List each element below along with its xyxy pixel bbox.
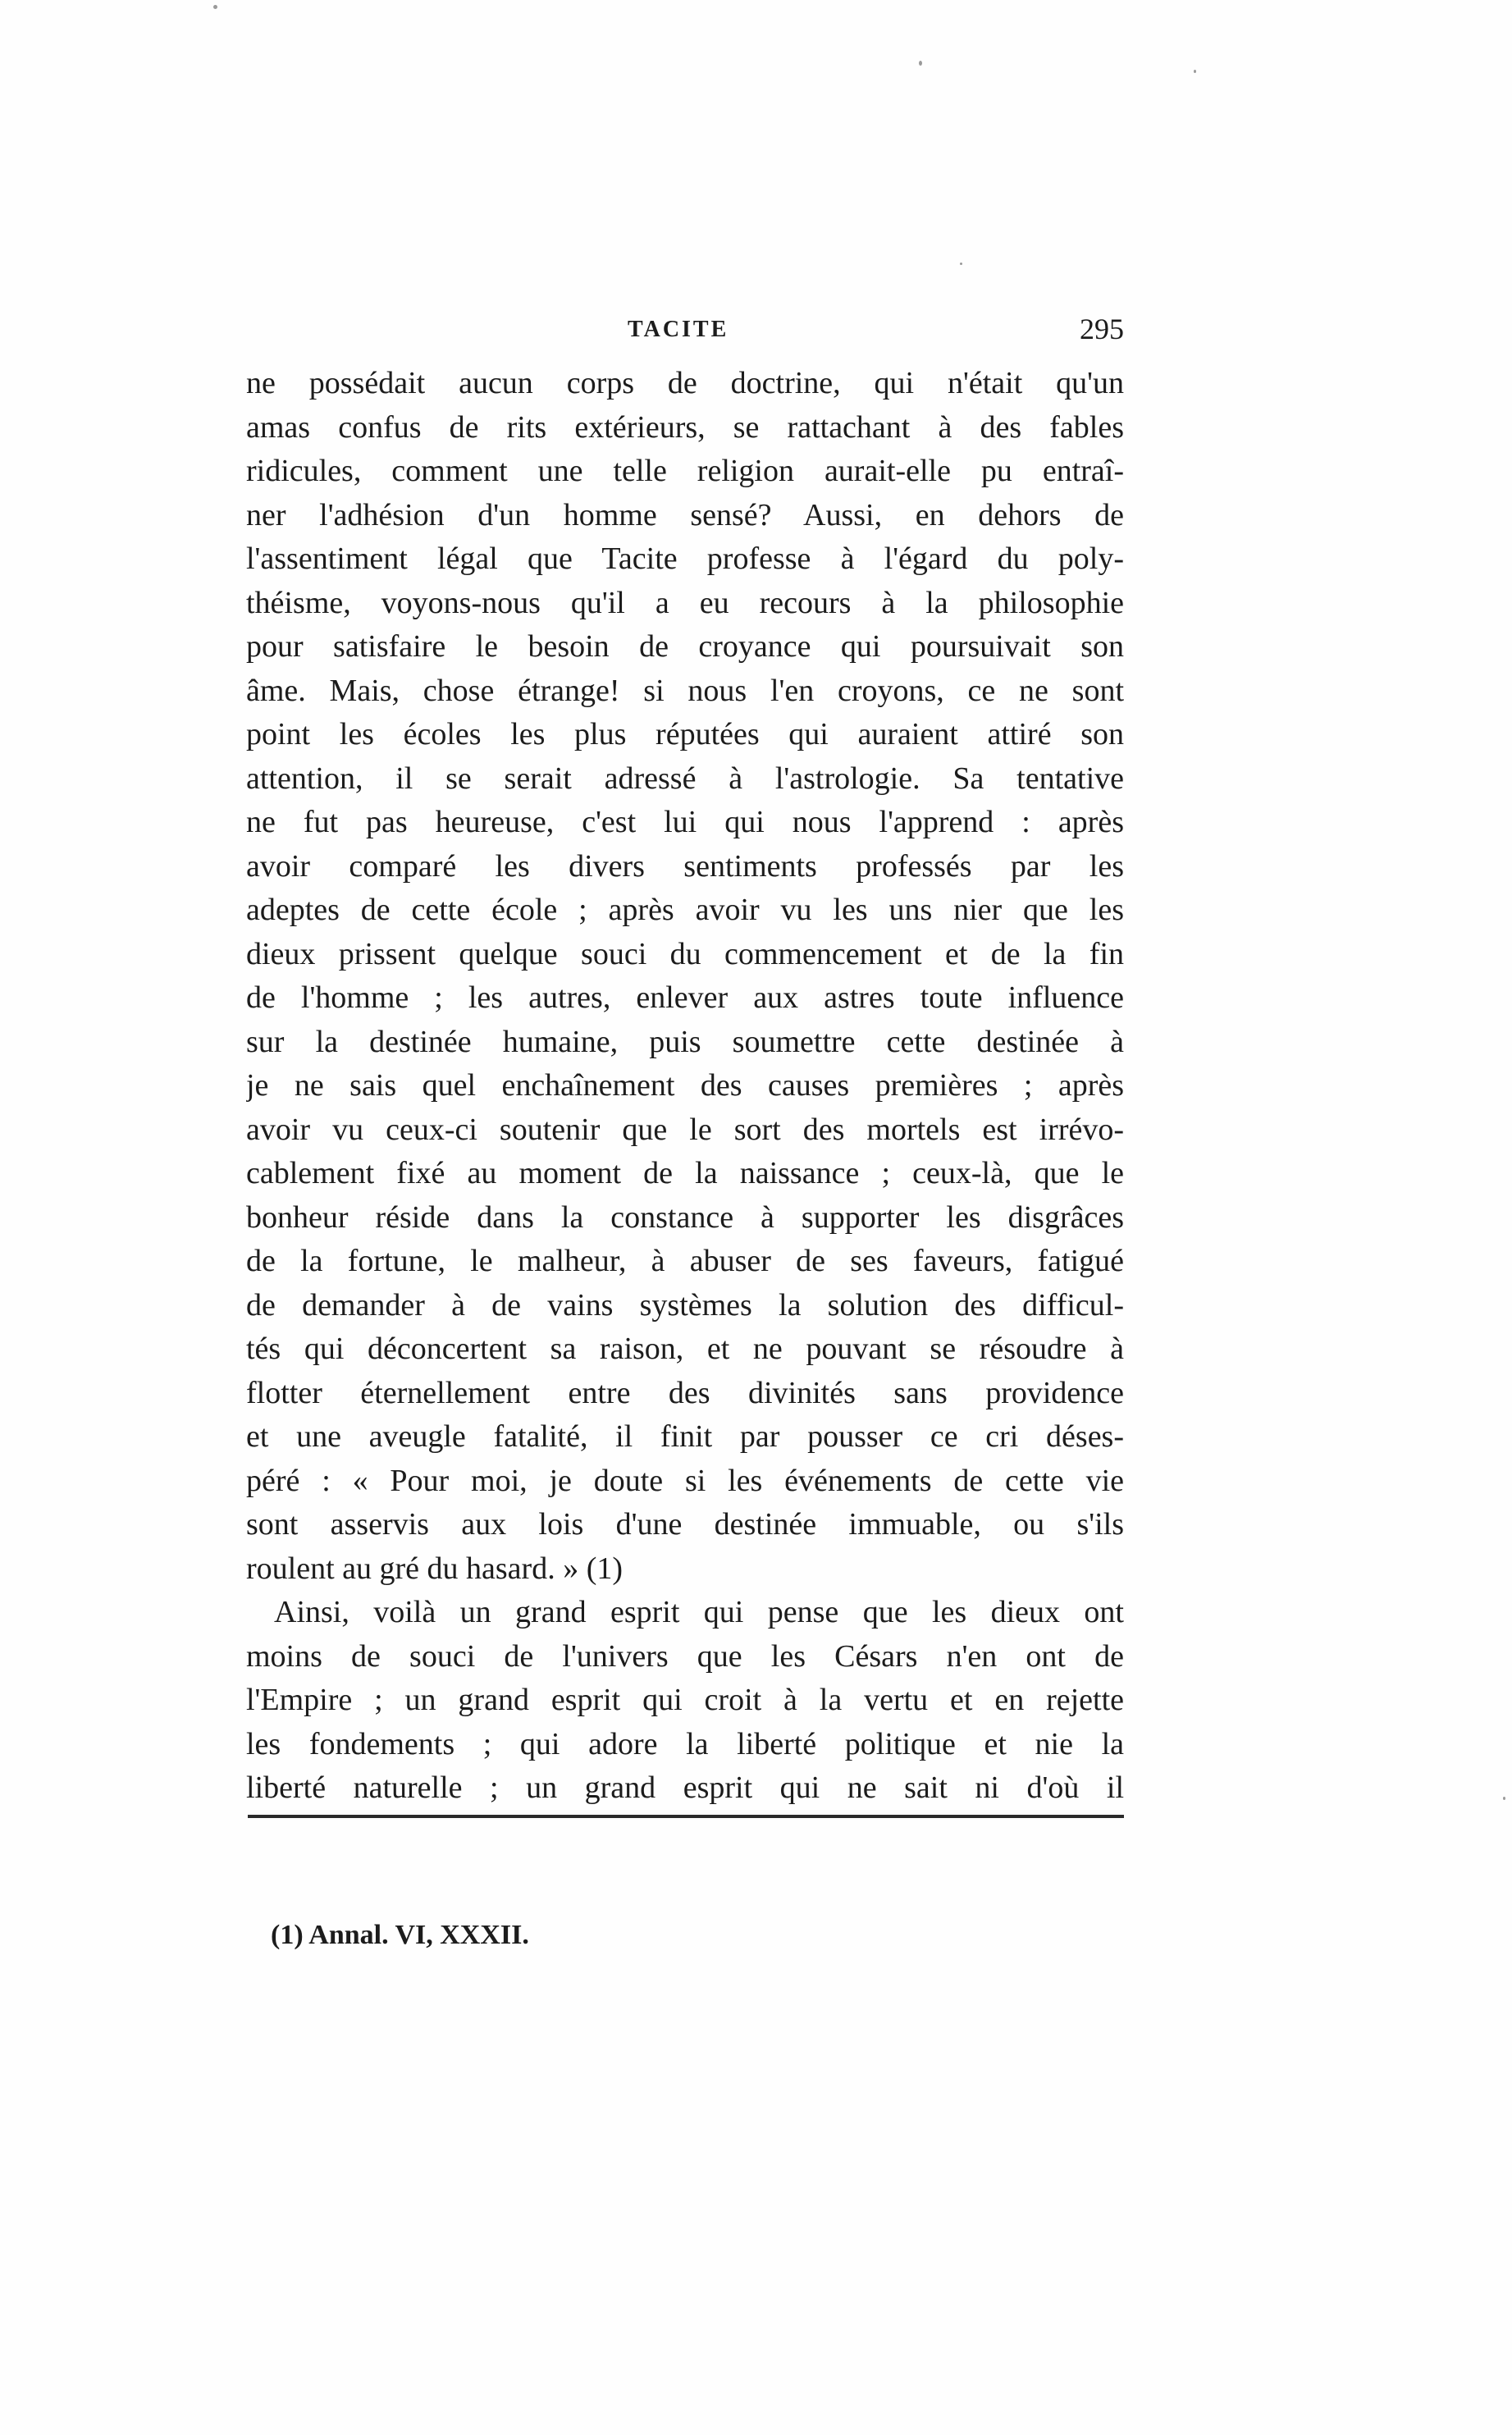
text-line: je ne sais quel enchaînement des causes premières ; après — [246, 1068, 1124, 1103]
text-line: sont asservis aux lois d'une destinée immuable, ou s'ils — [246, 1507, 1124, 1542]
text-line: ner l'adhésion d'un homme sensé? Aussi, en dehors de — [246, 497, 1124, 532]
text-line: pour satisfaire le besoin de croyance qui poursuivait son — [246, 629, 1124, 664]
body-text — [246, 362, 1124, 1811]
text-line: tés qui déconcertent sa raison, et ne pouvant se résoudre à — [246, 1332, 1124, 1366]
scan-speck — [1503, 1797, 1505, 1800]
running-title: TACITE — [628, 317, 729, 342]
scan-speck — [919, 61, 922, 66]
text-line: l'Empire ; un grand esprit qui croit à la vertu et en rejette — [246, 1683, 1124, 1717]
text-line: théisme, voyons-nous qu'il a eu recours à la philosophie — [246, 585, 1124, 620]
page-number: 295 — [1080, 313, 1124, 345]
text-line: de demander à de vains systèmes la solution des difficul- — [246, 1287, 1124, 1323]
text-line: moins de souci de l'univers que les Césars n'en ont de — [246, 1638, 1124, 1674]
text-line: âme. Mais, chose étrange! si nous l'en croyons, ce ne sont — [246, 673, 1124, 708]
text-line: dieux prissent quelque souci du commencement et de la fin — [246, 936, 1124, 971]
text-line: et une aveugle fatalité, il finit par pousser ce cri déses- — [246, 1419, 1124, 1454]
text-line: attention, il se serait adressé à l'astrologie. Sa tentative — [246, 761, 1124, 796]
text-line: liberté naturelle ; un grand esprit qui ne sait ni d'où il — [246, 1770, 1124, 1805]
scan-speck — [960, 263, 962, 265]
text-line: les fondements ; qui adore la liberté politique et nie la — [246, 1726, 1124, 1761]
text-line: l'assentiment légal que Tacite professe à l'égard du poly- — [246, 541, 1124, 576]
scan-speck — [213, 5, 217, 9]
text-line: de l'homme ; les autres, enlever aux astres toute influence — [246, 980, 1124, 1015]
page-header — [246, 312, 1124, 361]
text-line: amas confus de rits extérieurs, se rattachant à des fables — [246, 409, 1124, 445]
text-line: bonheur réside dans la constance à supporter les disgrâces — [246, 1199, 1124, 1235]
text-line: ne fut pas heureuse, c'est lui qui nous l'apprend : après — [246, 805, 1124, 839]
text-line: avoir comparé les divers sentiments professés par les — [246, 848, 1124, 884]
text-line-paragraph-end: roulent au gré du hasard. » (1) — [246, 1551, 624, 1586]
text-line: sur la destinée humaine, puis soumettre cette destinée à — [246, 1024, 1124, 1059]
text-line: péré : « Pour moi, je doute si les événements de cette vie — [246, 1463, 1124, 1498]
text-line: ridicules, comment une telle religion aurait-elle pu entraî- — [246, 454, 1124, 488]
text-line: point les écoles les plus réputées qui auraient attiré son — [246, 717, 1124, 752]
text-line: flotter éternellement entre des divinités sans providence — [246, 1375, 1124, 1410]
footnote: (1) Annal. VI, XXXII. — [271, 1920, 529, 1950]
text-line: ne possédait aucun corps de doctrine, qui n'était qu'un — [246, 366, 1124, 400]
text-line: avoir vu ceux-ci soutenir que le sort des mortels est irrévo- — [246, 1112, 1124, 1147]
text-line: cablement fixé au moment de la naissance ; ceux-là, que le — [246, 1156, 1124, 1190]
text-line: de la fortune, le malheur, à abuser de ses faveurs, fatigué — [246, 1244, 1124, 1278]
footnote-divider — [248, 1815, 1124, 1818]
scan-speck — [1194, 70, 1196, 73]
text-line: adeptes de cette école ; après avoir vu les uns nier que les — [246, 893, 1124, 927]
text-line-paragraph-start: Ainsi, voilà un grand esprit qui pense que les dieux ont — [274, 1595, 1124, 1629]
